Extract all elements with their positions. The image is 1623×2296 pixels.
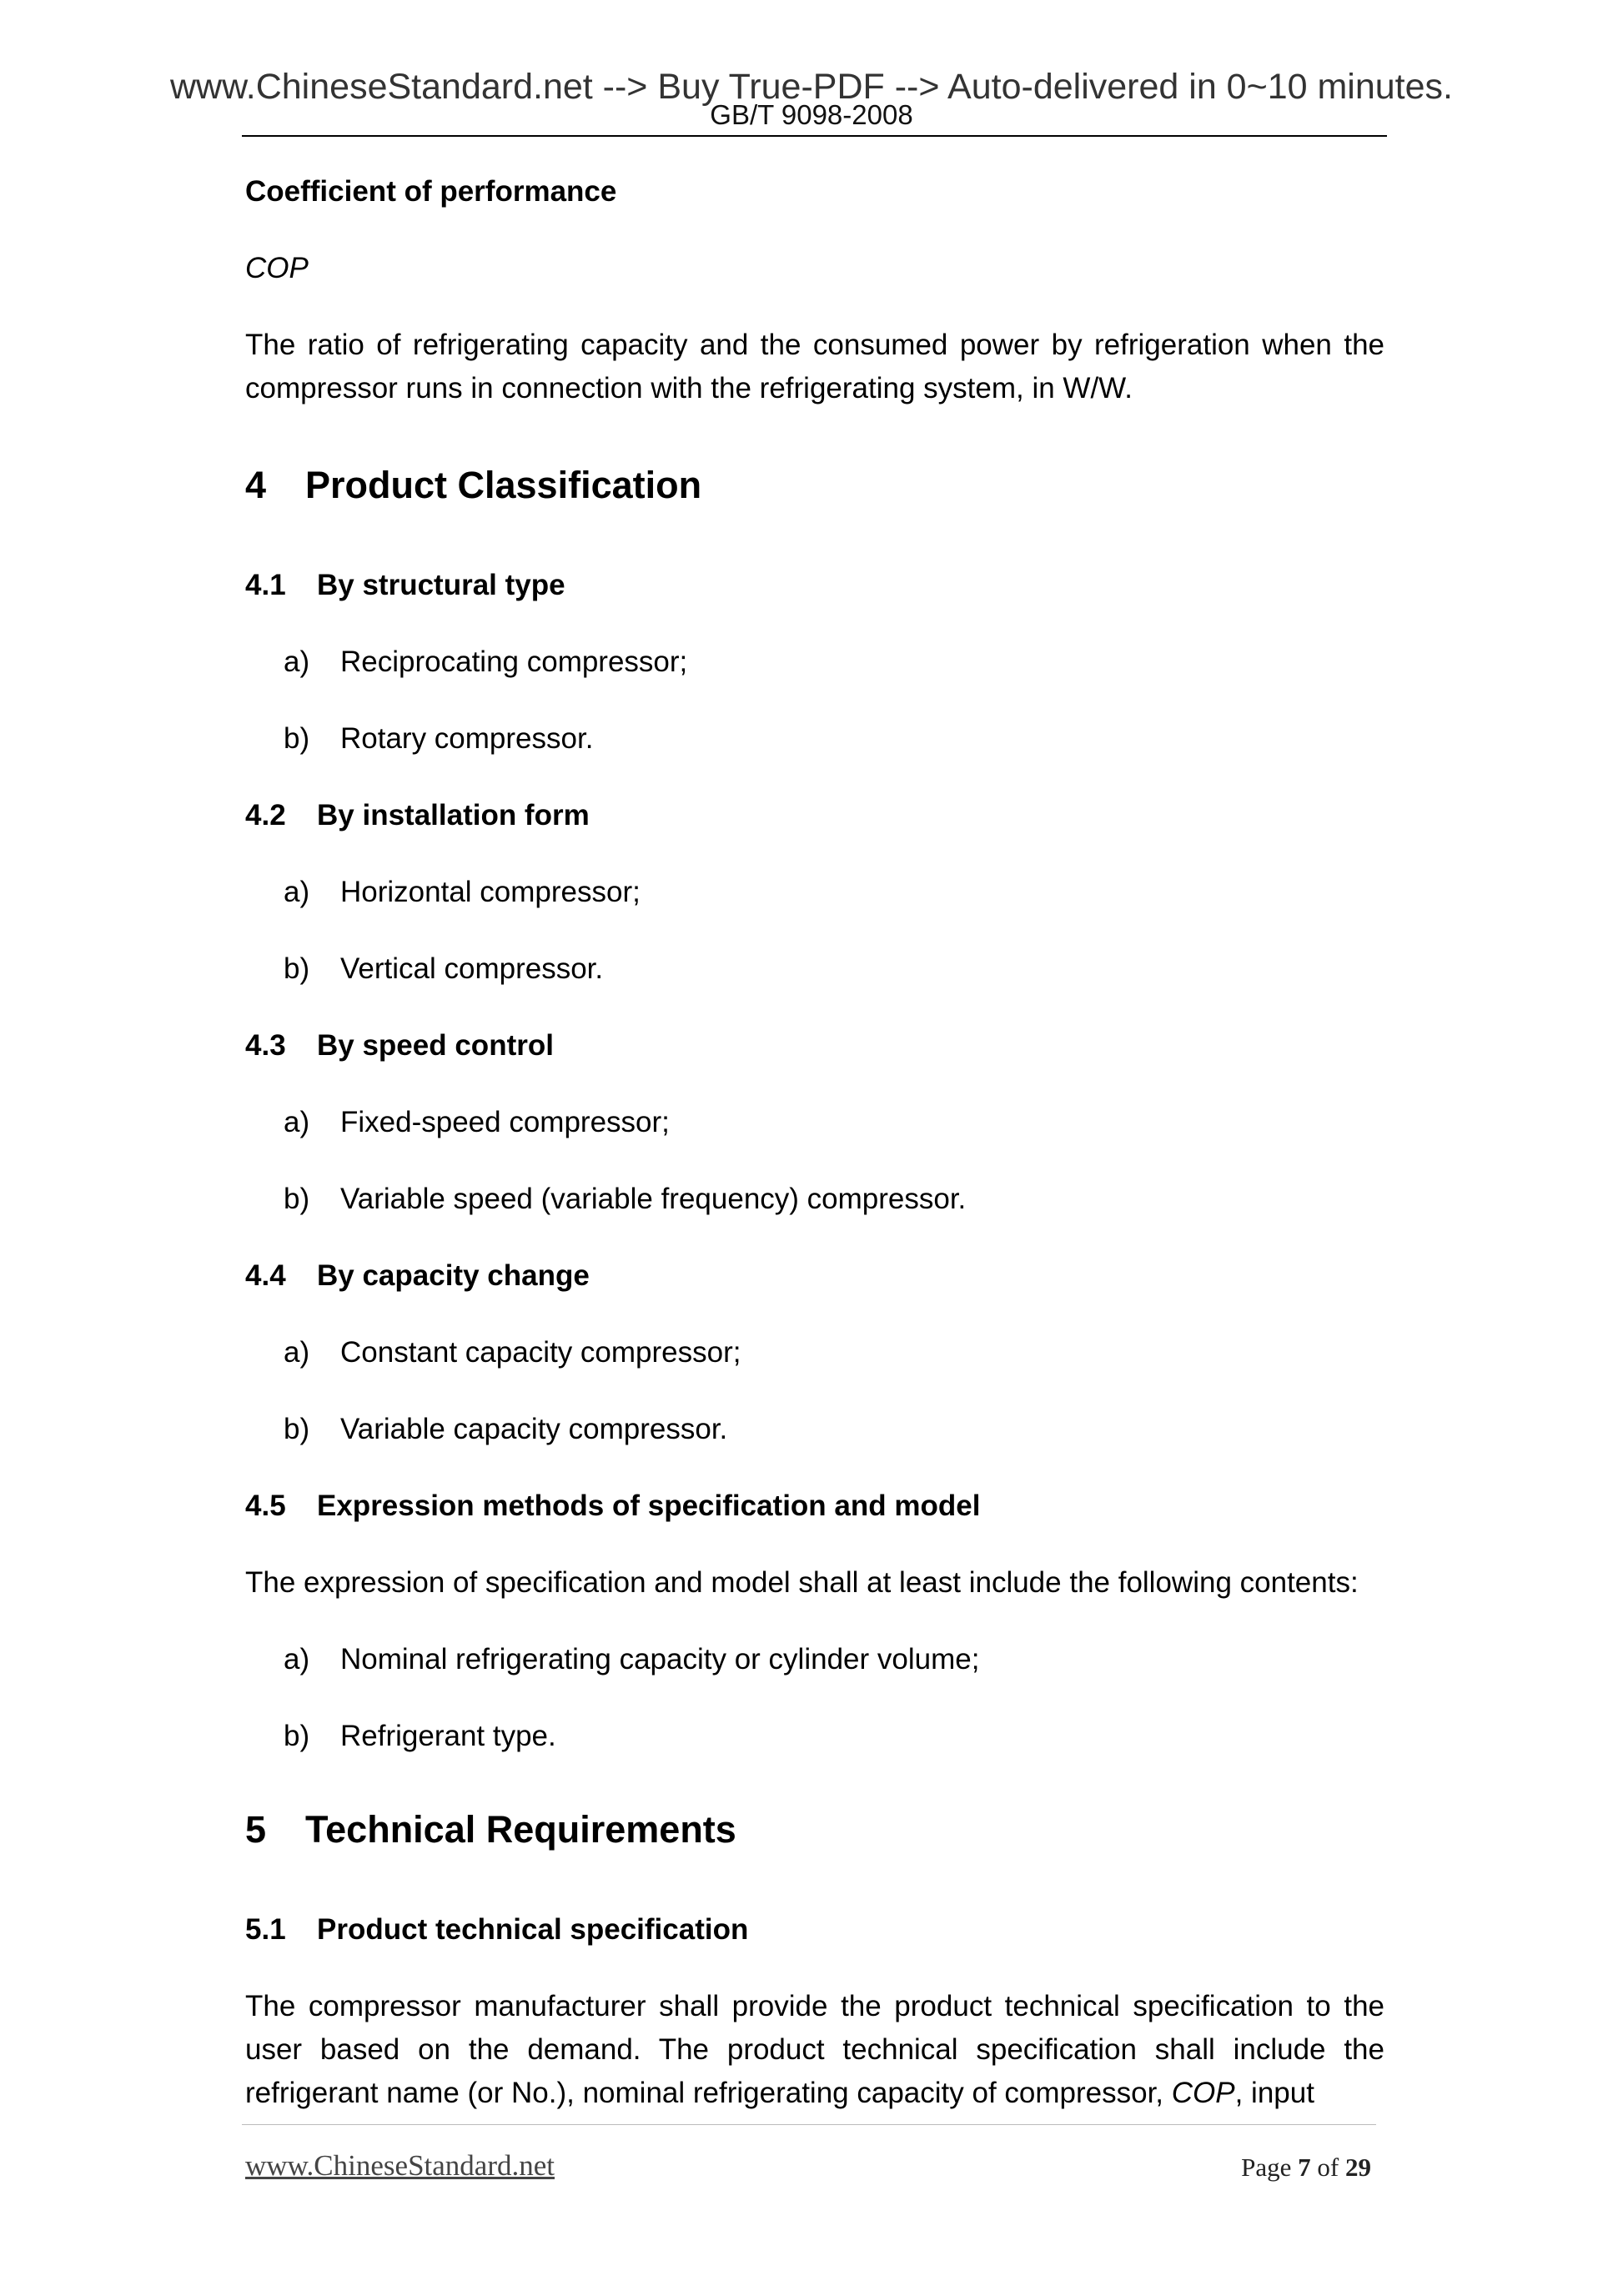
subsection-4-5-heading bbox=[245, 1485, 980, 1528]
subsection-5-1-heading bbox=[245, 1908, 748, 1952]
list-item bbox=[284, 1331, 741, 1374]
list-item bbox=[284, 717, 593, 761]
list-item bbox=[284, 1178, 966, 1221]
list-item bbox=[284, 1408, 727, 1451]
list-marker: b) bbox=[284, 722, 310, 755]
page-number bbox=[1241, 2151, 1371, 2184]
list-item-text: Horizontal compressor; bbox=[340, 876, 641, 908]
subsection-number: 4.5 bbox=[245, 1490, 286, 1522]
list-item-text: Constant capacity compressor; bbox=[340, 1336, 741, 1369]
list-marker: a) bbox=[284, 1643, 310, 1676]
subsection-number: 4.4 bbox=[245, 1259, 286, 1292]
standard-id: GB/T 9098-2008 bbox=[710, 99, 913, 130]
list-marker: b) bbox=[284, 1183, 310, 1215]
definition-term: Coefficient of performance bbox=[245, 175, 617, 208]
list-item bbox=[284, 641, 687, 684]
promo-banner[interactable]: www.ChineseStandard.net --> Buy True-PDF --> Auto-delivered in 0~10 minutes. bbox=[169, 67, 1453, 107]
subsection-5-1-text bbox=[245, 1985, 1384, 2115]
list-item-text: Variable speed (variable frequency) compressor. bbox=[340, 1183, 967, 1215]
list-item-text: Rotary compressor. bbox=[340, 722, 594, 755]
subsection-title: By capacity change bbox=[317, 1259, 590, 1292]
list-item-text: Reciprocating compressor; bbox=[340, 646, 688, 678]
subsection-title: By installation form bbox=[317, 799, 590, 831]
subsection-number: 4.1 bbox=[245, 569, 286, 601]
section-number: 4 bbox=[245, 464, 267, 506]
section-title: Product Classification bbox=[305, 464, 702, 506]
subsection-title: By structural type bbox=[317, 569, 565, 601]
subsection-intro: The expression of specification and model shall at least include the following contents: bbox=[245, 1566, 1359, 1599]
list-marker: b) bbox=[284, 1413, 310, 1445]
list-item-text: Variable capacity compressor. bbox=[340, 1413, 728, 1445]
list-marker: b) bbox=[284, 1720, 310, 1752]
list-item bbox=[284, 1715, 556, 1758]
list-item bbox=[284, 1638, 979, 1681]
subsection-number: 5.1 bbox=[245, 1913, 286, 1946]
section-5-heading bbox=[245, 1806, 736, 1853]
header-divider bbox=[242, 135, 1387, 137]
paragraph-text-end: , input bbox=[1234, 2077, 1314, 2109]
list-marker: a) bbox=[284, 876, 310, 908]
subsection-title: Product technical specification bbox=[317, 1913, 749, 1946]
subsection-4-3-heading bbox=[245, 1024, 554, 1068]
page-current: 7 bbox=[1298, 2153, 1311, 2182]
page-of: of bbox=[1317, 2153, 1339, 2182]
list-item-text: Nominal refrigerating capacity or cylinder volume; bbox=[340, 1643, 980, 1676]
section-number: 5 bbox=[245, 1808, 267, 1851]
list-item bbox=[284, 871, 641, 914]
subsection-4-1-heading bbox=[245, 564, 565, 607]
subsection-number: 4.2 bbox=[245, 799, 286, 831]
subsection-4-4-heading bbox=[245, 1254, 590, 1298]
list-marker: a) bbox=[284, 1336, 310, 1369]
list-marker: a) bbox=[284, 1106, 310, 1138]
definition-text: The ratio of refrigerating capacity and the consumed power by refrigeration when the compressor runs in connection with the refrigerating system, in W/W. bbox=[245, 329, 1384, 404]
list-item-text: Vertical compressor. bbox=[340, 952, 604, 985]
footer-link[interactable]: www.ChineseStandard.net bbox=[245, 2149, 555, 2182]
page-total: 29 bbox=[1345, 2153, 1371, 2182]
page-label: Page bbox=[1241, 2153, 1292, 2182]
paragraph-text: The compressor manufacturer shall provide the product technical specification to the user based on the demand. The product technical specification shall include the refrigerant name (or No.), nominal refrigerating capacity of compressor, bbox=[245, 1990, 1384, 2109]
footer-divider bbox=[242, 2124, 1376, 2125]
section-4-heading bbox=[245, 462, 701, 509]
list-marker: a) bbox=[284, 646, 310, 678]
subsection-4-2-heading bbox=[245, 794, 590, 837]
list-marker: b) bbox=[284, 952, 310, 985]
section-title: Technical Requirements bbox=[305, 1808, 736, 1851]
list-item-text: Fixed-speed compressor; bbox=[340, 1106, 670, 1138]
list-item bbox=[284, 1101, 670, 1144]
list-item-text: Refrigerant type. bbox=[340, 1720, 556, 1752]
list-item bbox=[284, 947, 603, 991]
subsection-title: By speed control bbox=[317, 1029, 554, 1062]
subsection-number: 4.3 bbox=[245, 1029, 286, 1062]
cop-term: COP bbox=[1171, 2077, 1235, 2109]
subsection-title: Expression methods of specification and model bbox=[317, 1490, 981, 1522]
definition-abbr: COP bbox=[245, 252, 309, 284]
